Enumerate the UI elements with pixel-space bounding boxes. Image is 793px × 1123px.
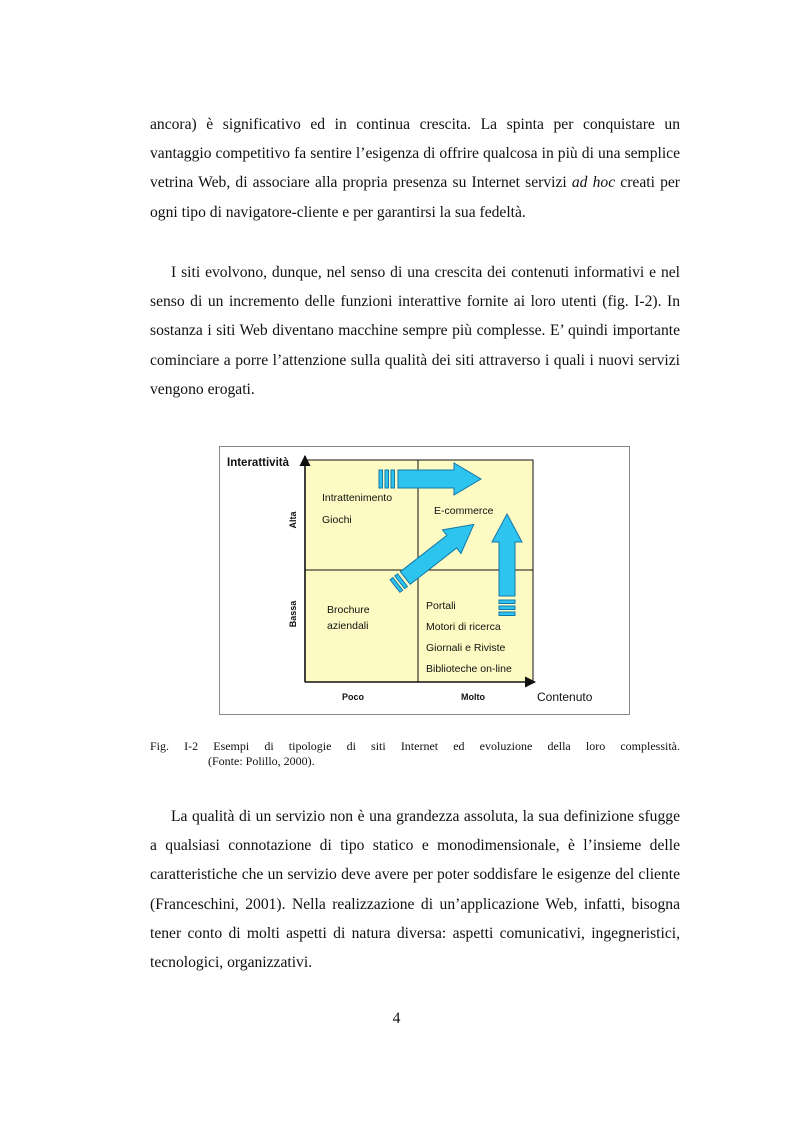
caption-word: della (547, 739, 571, 753)
label-biblioteche: Biblioteche on-line (426, 663, 512, 675)
caption-word: tipologie (288, 739, 332, 753)
caption-word: Internet (400, 739, 439, 753)
label-giochi: Giochi (322, 514, 352, 526)
caption-word: siti (371, 739, 386, 753)
x-axis-title: Contenuto (537, 690, 593, 704)
caption-word: di (264, 739, 274, 753)
paragraph-1-text-a: ancora) è significativo ed in continua crescita. La spinta per conquistare un vantaggio competitivo fa sentire l’esigenza di offrire qualcosa in più di una semplice vetrina Web, di associare alla propria presenza su Internet servizi (150, 116, 680, 192)
paragraph-1-italic: ad hoc (571, 174, 616, 192)
paragraph-3: La qualità di un servizio non è una grandezza assoluta, la sua definizione sfugge a qualsiasi connotazione di tipo statico e monodimensionale, è l’insieme delle caratteristiche che un servizio deve avere per poter soddisfare le esigenze del cliente (Franceschini, 2001). Nella realizzazione di un’applicazione Web, infatti, bisogna tener conto di molti aspetti di natura diversa: aspetti comunicativi, ingegneristici, tecnologici, organizzativi. (150, 808, 680, 972)
caption-line-2: (Fonte: Polillo, 2000). (208, 754, 315, 768)
label-motori-ricerca: Motori di ricerca (426, 621, 501, 633)
y-label-high: Alta (288, 511, 298, 529)
caption-word: Esempi (213, 739, 250, 753)
figure-interactivity-content (219, 446, 630, 715)
figure-caption (150, 739, 680, 769)
caption-word: loro (585, 739, 606, 753)
page-number: 4 (392, 1010, 401, 1027)
paragraph-1-text-b: creati per ogni tipo di navigatore-cliente e per garantirsi la sua fedeltà. (150, 174, 680, 221)
label-portali: Portali (426, 600, 456, 612)
caption-word: di (346, 739, 356, 753)
label-ecommerce: E-commerce (434, 505, 494, 517)
x-label-high: Molto (461, 692, 485, 702)
caption-word: evoluzione (479, 739, 533, 753)
caption-word: I-2 (184, 739, 199, 753)
y-axis-title: Interattività (227, 457, 289, 469)
caption-word: Fig. (150, 739, 170, 753)
paragraph-2: I siti evolvono, dunque, nel senso di una crescita dei contenuti informativi e nel senso di un incremento delle funzioni interattive fornite ai loro utenti (fig. I-2). In sostanza i siti Web diventano macchine sempre più complesse. E’ quindi importante cominciare a porre l’attenzione sulla qualità dei siti attraverso i quali i nuovi servizi vengono erogati. (150, 264, 680, 398)
label-brochure: Brochure (327, 604, 370, 616)
caption-word: ed (453, 739, 465, 753)
paragraph-1 (150, 110, 680, 227)
x-label-low: Poco (341, 692, 365, 702)
label-aziendali: aziendali (327, 620, 369, 632)
y-label-low: Bassa (288, 600, 298, 628)
caption-line-1 (150, 739, 680, 754)
caption-word: complessità. (620, 739, 680, 753)
label-intrattenimento: Intrattenimento (322, 492, 393, 504)
label-giornali-riviste: Giornali e Riviste (426, 642, 506, 654)
